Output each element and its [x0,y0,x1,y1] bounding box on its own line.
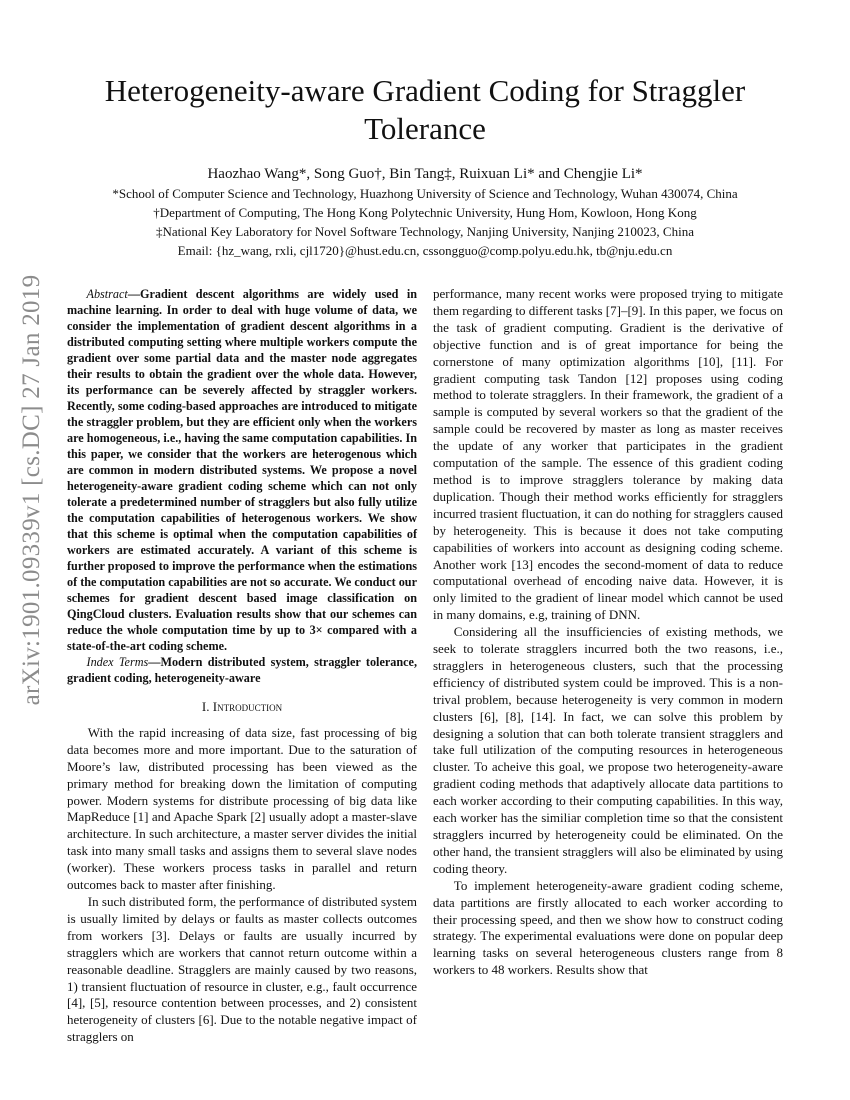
right-column [433,286,783,979]
intro-paragraph-3: performance, many recent works were proposed trying to mitigate them regarding to different tasks [7]–[9]. In this paper, we focus on the task of gradient computing. Gradient is the derivative of objective function and is of great importance for being the cornerstone of many optimization algorithms [10], [11]. For gradient computing task Tandon [12] proposes using coding method to tolerate stragglers. In their framework, the gradient of a sample is computed by several workers so that the gradient of the sample could be recovered by master as long as master receives the update of any worker that participates in the gradient computation of the sample. The essence of this gradient coding method is to improve stragglers tolerance by making data duplication. Though their method works efficiently for stragglers incurred trasient fluctuation, it can do nothing for stragglers caused by heterogeneity. This is because it does not take computing capabilities of workers into account as designing coding scheme. Another work [13] encodes the second-moment of data to reduce computational overhead of encoding naive data. However, it is only limited to the gradient of linear model which cannot be used in many domains, e.g, training of DNN. [433,286,783,623]
index-terms-label: Index Terms [86,655,149,669]
affiliation-polyu: †Department of Computing, The Hong Kong Polytechnic University, Hung Hom, Kowloon, Hong Kong [153,205,697,220]
title-line-1: Heterogeneity-aware Gradient Coding for Straggler [104,73,746,108]
intro-paragraph-5: To implement heterogeneity-aware gradient coding scheme, data partitions are firstly allocated to each worker according to their processing speed, and then we show how to construct coding strategy. The experimental evaluations were done on popular deep learning tasks on several heterogeneous clusters range from 8 workers to 48 workers. Results show that [433,877,783,978]
affiliation-nju: ‡National Key Laboratory for Novel Software Technology, Nanjing University, Nanjing 210023, China [156,224,694,239]
index-terms-body: —Modern distributed system, straggler tolerance, gradient coding, heterogeneity-aware [67,655,418,685]
abstract-body: —Gradient descent algorithms are widely used in machine learning. In order to deal with huge volume of data, we consider the implementation of gradient descent algorithms in a distributed computing setting where multiple workers compute the gradient over some partial data and the master node aggregates their results to obtain the gradient over the whole data. However, its performance can be severely affected by straggler workers. Recently, some coding-based approaches are introduced to mitigate the straggler problem, but they are efficient only when the workers are homogeneous, i.e., having the same computation capabilities. In this paper, we consider that the workers are heterogenous which are common in modern distributed systems. We propose a novel heterogeneity-aware gradient coding scheme which can not only tolerate a predetermined number of stragglers but also fully utilize the computation capabilities of heterogenous workers. We show that this scheme is optimal when the computation capabilities of workers are estimated accurately. A variant of this scheme is further proposed to improve the performance when the estimations of the computation capabilities are not so accurate. We conduct our schemes for gradient descent based image classification on QingCloud clusters. Evaluation results show that our schemes can reduce the whole computation time by up to 3× compared with a state-of-the-art coding scheme. [67,287,417,653]
affiliation-hust: *School of Computer Science and Technology, Huazhong University of Science and Technology, Wuhan 430074, China [112,186,738,201]
intro-paragraph-2: In such distributed form, the performance of distributed system is usually limited by delays or faults as master collects outcomes from workers [3]. Delays or faults are usually incurred by stragglers which are workers that cannot return outcome within a reasonable deadline. Stragglers are mainly caused by two reasons, 1) transient fluctuation of resource in cluster, e.g., fault occurrence [4], [5], resource contention between processes, and 2) consistent heterogeneity of clusters [6]. Due to the notable negative impact of stragglers on [67,893,417,1045]
abstract-label: Abstract [86,287,128,301]
arxiv-sidebar-stamp [4,274,60,706]
section-heading-introduction: I. Introduction [201,699,283,714]
intro-paragraph-4: Considering all the insufficiencies of existing methods, we seek to tolerate stragglers incurred both the two reasons, i.e., stragglers in heterogeneous clusters, such that the processing efficiency of distributed system could be improved. This is a non-trival problem, because heterogeneity is very common in modern clusters [6], [8], [14]. In fact, we can solve this problem by designing a solution that can both tolerate transient stragglers and take full utilization of the computing resources in heterogeneous cluster. To acheive this goal, we propose two heterogeneity-aware gradient coding methods that adaptively allocate data partitions to each worker according to their computing capabilities. In this way, each worker has the similiar completion time so that the consistent stragglers incurred by heterogeneity could be eliminated. On the other hand, the transient stragglers will also be eliminated by using coding theory. [433,624,783,876]
left-column [67,286,417,1046]
index-terms [67,654,417,686]
abstract [67,286,417,654]
intro-paragraph-1: With the rapid increasing of data size, fast processing of big data becomes more and more important. Due to the saturation of Moore’s law, distributed processing has been viewed as the primary method for breaking down the limitation of computing power. Modern systems for distribute processing of big data like MapReduce [1] and Apache Spark [2] usually adopt a master-slave architecture. In such architecture, a master server divides the initial task into many small tasks and assigns them to several slave nodes (worker). These workers process tasks in parallel and return outcomes back to master after finishing. [67,724,417,893]
title-line-2: Tolerance [364,111,486,146]
paper-title [40,72,810,148]
author-list: Haozhao Wang*, Song Guo†, Bin Tang‡, Ruixuan Li* and Chengjie Li* [207,166,643,182]
author-emails: Email: {hz_wang, rxli, cjl1720}@hust.edu.cn, cssongguo@comp.polyu.edu.hk, tb@nju.edu.cn [177,243,673,258]
arxiv-identifier: arXiv:1901.09339v1 [cs.DC] 27 Jan 2019 [18,274,45,706]
